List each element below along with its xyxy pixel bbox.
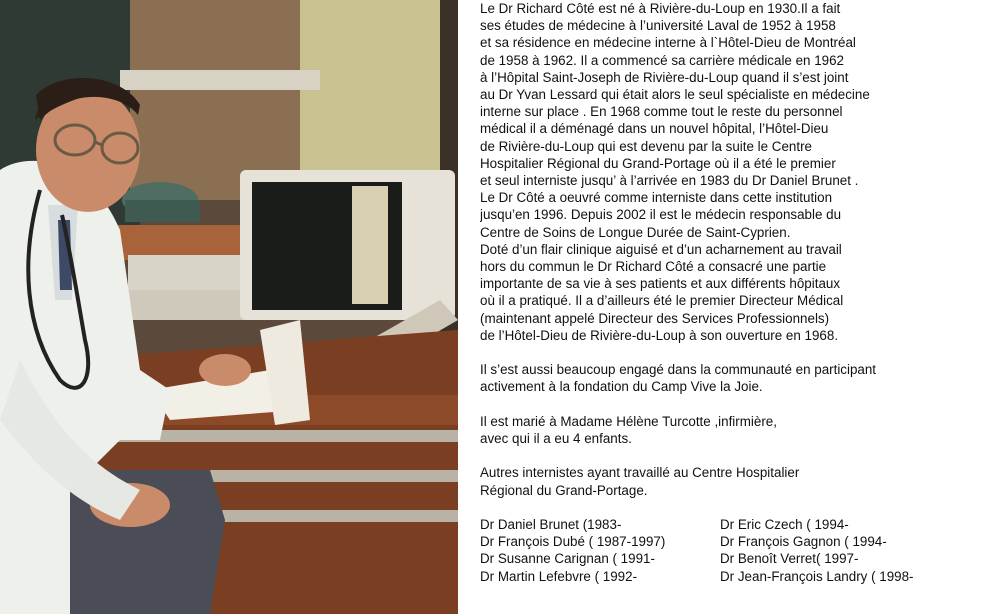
shelf bbox=[120, 70, 320, 90]
telephone-base bbox=[125, 200, 200, 222]
photo-illustration bbox=[0, 0, 458, 614]
text-line: avec qui il a eu 4 enfants. bbox=[480, 431, 632, 447]
device-box bbox=[128, 255, 248, 290]
text-line: Il s’est aussi beaucoup engagé dans la communauté en participant bbox=[480, 362, 877, 378]
paragraph-career bbox=[480, 0, 990, 344]
text-line: Autres internistes ayant travaillé au Centre Hospitalier bbox=[480, 465, 800, 481]
text-line: interne sur place . En 1968 comme tout le reste du personnel bbox=[480, 104, 843, 120]
text-line: Hospitalier Régional du Grand-Portage où il a été le premier bbox=[480, 155, 836, 171]
internist-row bbox=[480, 516, 990, 533]
internist-name: Dr François Gagnon ( 1994- bbox=[720, 534, 887, 550]
text-line: de Rivière-du-Loup qui est devenu par la suite le Centre bbox=[480, 138, 812, 154]
text-line: Doté d’un flair clinique aiguisé et d’un acharnement au travail bbox=[480, 241, 842, 257]
photo bbox=[0, 0, 458, 614]
paragraph-other-internists bbox=[480, 464, 990, 498]
text-line: au Dr Yvan Lessard qui était alors le seul spécialiste en médecine bbox=[480, 87, 870, 103]
text-line: Centre de Soins de Longue Durée de Saint-Cyprien. bbox=[480, 224, 791, 240]
text-line: hors du commun le Dr Richard Côté a consacré une partie bbox=[480, 259, 827, 275]
text-line: de 1958 à 1962. Il a commencé sa carrière médicale en 1962 bbox=[480, 52, 844, 68]
paragraph-community bbox=[480, 361, 990, 395]
internist-name: Dr Daniel Brunet (1983- bbox=[480, 517, 622, 533]
text-line: ses études de médecine à l’université Laval de 1952 à 1958 bbox=[480, 18, 836, 34]
device-box-2 bbox=[128, 290, 248, 320]
internist-name: Dr Martin Lefebvre ( 1992- bbox=[480, 568, 638, 584]
biography bbox=[480, 0, 990, 614]
hand-right bbox=[199, 354, 251, 386]
text-line: Le Dr Côté a oeuvré comme interniste dans cette institution bbox=[480, 190, 833, 206]
text-line: à l’Hôpital Saint-Joseph de Rivière-du-Loup quand il s’est joint bbox=[480, 69, 849, 85]
text-line: (maintenant appelé Directeur des Services Professionnels) bbox=[480, 310, 830, 326]
screen-panel bbox=[352, 186, 388, 304]
text-line: et sa résidence en médecine interne à l`Hôtel-Dieu de Montréal bbox=[480, 35, 856, 51]
internist-name: Dr Eric Czech ( 1994- bbox=[720, 517, 849, 533]
internist-list bbox=[480, 516, 990, 585]
internist-name: Dr Jean-François Landry ( 1998- bbox=[720, 568, 914, 584]
internist-name: Dr François Dubé ( 1987-1997) bbox=[480, 534, 666, 550]
internist-name: Dr Benoît Verret( 1997- bbox=[720, 551, 859, 567]
light-panel bbox=[300, 0, 440, 180]
text-line: de l’Hôtel-Dieu de Rivière-du-Loup à son ouverture en 1968. bbox=[480, 327, 839, 343]
text-line: importante de sa vie à ses patients et aux différents hôpitaux bbox=[480, 276, 841, 292]
internist-row bbox=[480, 550, 990, 567]
text-line: et seul interniste jusqu’ à l’arrivée en 1983 du Dr Daniel Brunet . bbox=[480, 173, 859, 189]
internist-row bbox=[480, 568, 990, 585]
text-line: jusqu’en 1996. Depuis 2002 il est le médecin responsable du bbox=[480, 207, 842, 223]
internist-row bbox=[480, 533, 990, 550]
text-line: où il a pratiqué. Il a d’ailleurs été le premier Directeur Médical bbox=[480, 293, 844, 309]
text-line: médical il a déménagé dans un nouvel hôpital, l’Hôtel-Dieu bbox=[480, 121, 829, 137]
text-line: Régional du Grand-Portage. bbox=[480, 482, 648, 498]
paragraph-family bbox=[480, 413, 990, 447]
internist-name: Dr Susanne Carignan ( 1991- bbox=[480, 551, 655, 567]
text-line: Le Dr Richard Côté est né à Rivière-du-Loup en 1930.Il a fait bbox=[480, 1, 841, 16]
equipment-shelf bbox=[118, 225, 248, 260]
text-line: Il est marié à Madame Hélène Turcotte ,infirmière, bbox=[480, 413, 777, 429]
text-line: activement à la fondation du Camp Vive la Joie. bbox=[480, 379, 763, 395]
